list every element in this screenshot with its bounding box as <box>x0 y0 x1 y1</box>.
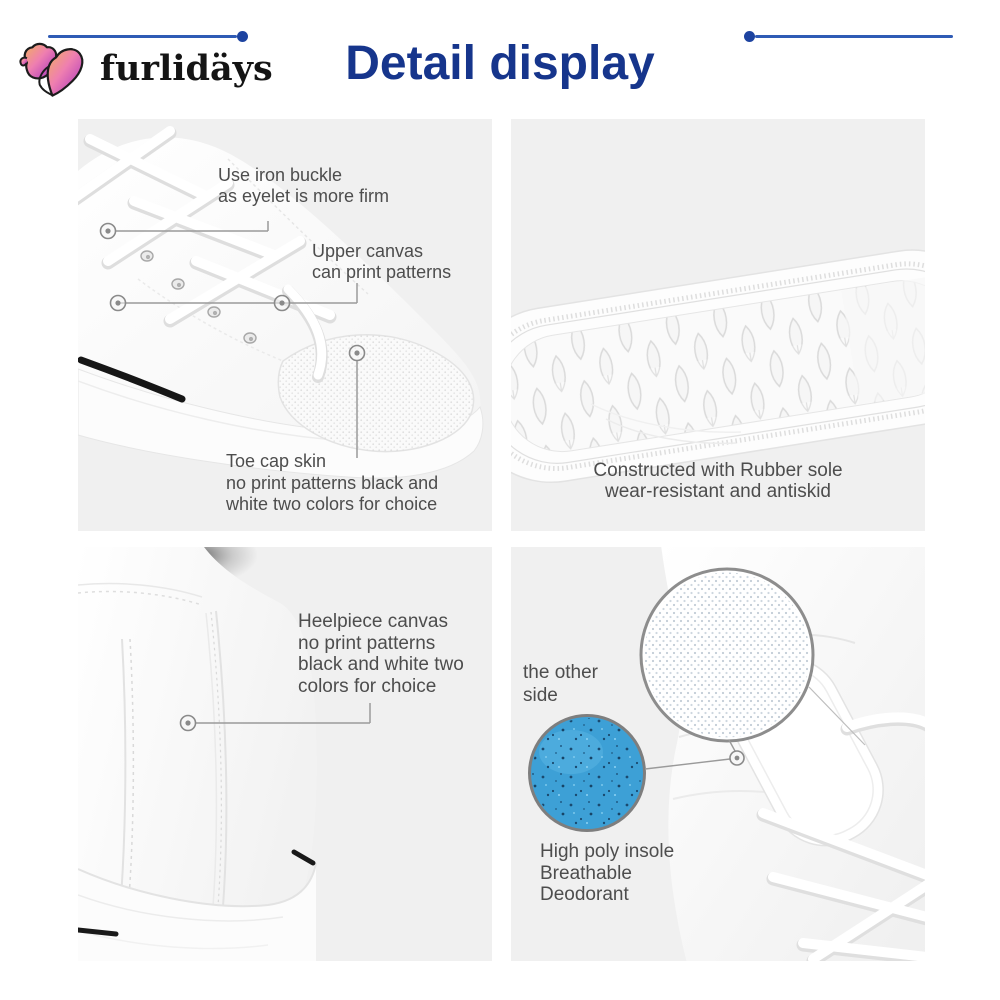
brand-logo <box>16 38 286 108</box>
annotation-toe-cap <box>226 451 438 516</box>
callout-marker-icon <box>730 751 744 765</box>
annotation-heelpiece <box>298 611 464 697</box>
label-line: the other <box>523 662 598 683</box>
fabric-zoom-circle <box>641 569 813 741</box>
caption-line: Breathable <box>540 862 632 884</box>
caption-line: wear-resistant and antiskid <box>605 481 831 502</box>
panel-sole-view <box>511 119 925 531</box>
annotation-line: no print patterns black and <box>226 472 439 493</box>
brand-name: furlidäys <box>100 48 273 89</box>
insole-bottom-circle <box>530 716 645 831</box>
annotation-eyelet <box>218 165 389 207</box>
annotation-line: Heelpiece canvas <box>298 611 448 632</box>
caption-line: High poly insole <box>540 841 675 862</box>
annotation-line: Toe cap skin <box>226 451 327 471</box>
callout-marker-icon <box>181 716 196 731</box>
caption-rubber-sole <box>511 460 925 502</box>
panel-insole-view <box>511 547 925 961</box>
label-other-side <box>523 661 598 707</box>
heel-photo <box>78 547 492 961</box>
panel-heel-view <box>78 547 492 961</box>
caption-line: Deodorant <box>540 884 629 905</box>
annotation-line: no print patterns <box>298 632 436 654</box>
annotation-line: white two colors for choice <box>226 494 438 514</box>
annotation-upper-canvas <box>312 241 451 283</box>
annotation-line: Upper canvas <box>312 241 424 261</box>
page-title: Detail display <box>345 37 655 91</box>
furlidays-dog-icon <box>16 38 98 104</box>
annotation-line: black and white two <box>298 654 464 675</box>
annotation-line: colors for choice <box>298 675 437 697</box>
caption-line: Constructed with Rubber sole <box>593 460 843 481</box>
caption-insole <box>540 841 674 906</box>
sole-shape <box>511 238 925 495</box>
annotation-line: Use iron buckle <box>218 165 343 185</box>
annotation-line: as eyelet is more firm <box>218 186 390 206</box>
label-line: side <box>523 685 558 706</box>
annotation-line: can print patterns <box>312 262 452 282</box>
panel-side-view <box>78 119 492 531</box>
